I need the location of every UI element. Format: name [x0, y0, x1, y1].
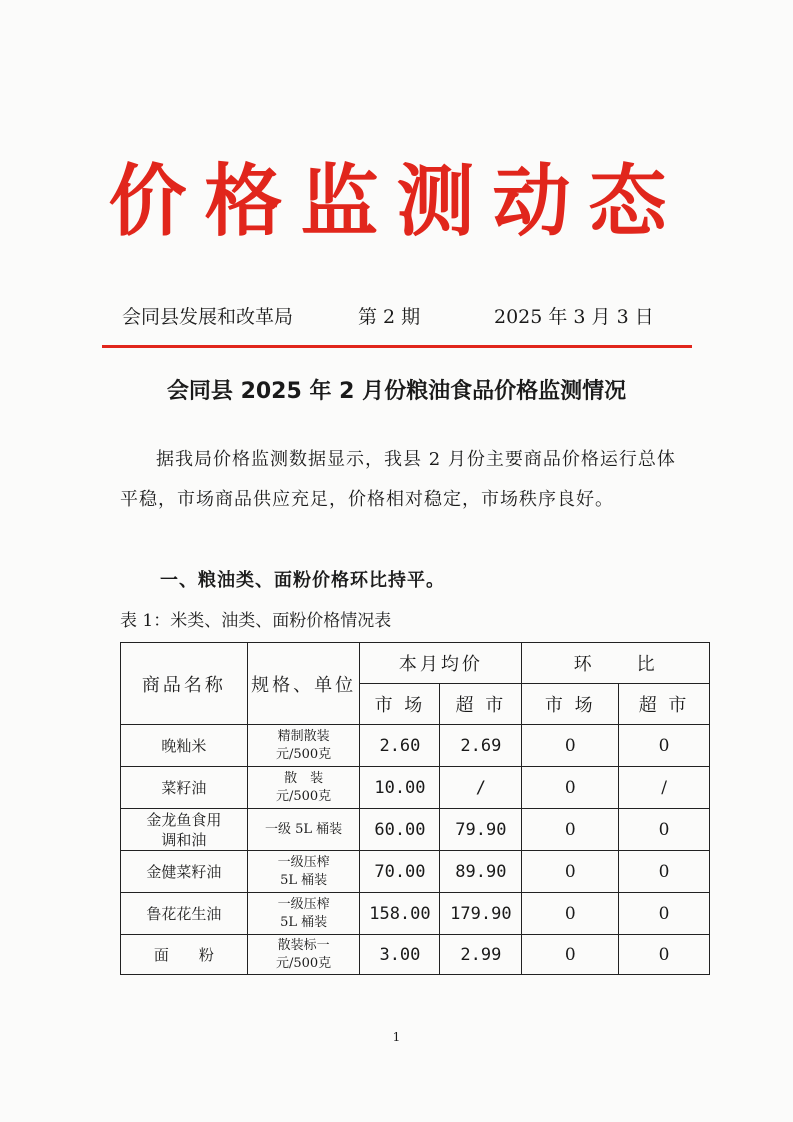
header-avg-supermarket: 超 市	[440, 684, 522, 725]
product-spec: 一级 5L 桶装	[247, 809, 360, 851]
product-spec: 一级压榨 5L 桶装	[247, 851, 360, 893]
avg-price-supermarket: /	[440, 767, 522, 809]
mom-supermarket: 0	[619, 935, 710, 975]
masthead-title: 价格监测动态	[108, 156, 685, 247]
mom-market: 0	[522, 893, 619, 935]
table-caption: 表 1：米类、油类、面粉价格情况表	[120, 611, 392, 631]
header-name: 商品名称	[121, 643, 248, 725]
product-spec: 散装标一 元/500克	[247, 935, 360, 975]
header-avg-market: 市 场	[360, 684, 440, 725]
issue-line	[0, 302, 793, 332]
table-row	[121, 767, 710, 809]
mom-supermarket: /	[619, 767, 710, 809]
header-mom: 环 比	[522, 643, 710, 684]
avg-price-supermarket: 2.99	[440, 935, 522, 975]
product-name: 菜籽油	[121, 767, 248, 809]
avg-price-market: 70.00	[360, 851, 440, 893]
product-name: 面 粉	[121, 935, 248, 975]
table-row	[121, 725, 710, 767]
avg-price-market: 10.00	[360, 767, 440, 809]
issue-number: 第 2 期	[358, 306, 421, 328]
table-row	[121, 809, 710, 851]
avg-price-supermarket: 179.90	[440, 893, 522, 935]
product-name: 鲁花花生油	[121, 893, 248, 935]
mom-supermarket: 0	[619, 725, 710, 767]
avg-price-market: 2.60	[360, 725, 440, 767]
red-divider	[102, 345, 692, 348]
avg-price-market: 60.00	[360, 809, 440, 851]
product-name: 晚籼米	[121, 725, 248, 767]
issue-date: 2025 年 3 月 3 日	[494, 306, 654, 328]
header-mom-market: 市 场	[522, 684, 619, 725]
header-avg-price: 本月均价	[360, 643, 522, 684]
table-row	[121, 851, 710, 893]
avg-price-market: 3.00	[360, 935, 440, 975]
avg-price-supermarket: 79.90	[440, 809, 522, 851]
mom-market: 0	[522, 851, 619, 893]
document-title: 会同县 2025 年 2 月份粮油食品价格监测情况	[166, 379, 627, 404]
avg-price-market: 158.00	[360, 893, 440, 935]
mom-market: 0	[522, 767, 619, 809]
section-heading: 一、粮油类、面粉价格环比持平。	[160, 570, 445, 591]
product-spec: 散 装 元/500克	[247, 767, 360, 809]
price-table-body	[121, 725, 710, 975]
page-number: 1	[392, 1030, 401, 1044]
price-table	[120, 642, 710, 975]
mom-supermarket: 0	[619, 851, 710, 893]
product-spec: 精制散装 元/500克	[247, 725, 360, 767]
mom-supermarket: 0	[619, 809, 710, 851]
header-spec: 规格、单位	[247, 643, 360, 725]
table-row	[121, 893, 710, 935]
avg-price-supermarket: 2.69	[440, 725, 522, 767]
product-spec: 一级压榨 5L 桶装	[247, 893, 360, 935]
table-row	[121, 935, 710, 975]
mom-supermarket: 0	[619, 893, 710, 935]
mom-market: 0	[522, 935, 619, 975]
issuer: 会同县发展和改革局	[122, 306, 294, 328]
product-name: 金健菜籽油	[121, 851, 248, 893]
intro-paragraph: 据我局价格监测数据显示，我县 2 月份主要商品价格运行总体平稳，市场商品供应充足，价格相对稳定，市场秩序良好。	[120, 449, 676, 510]
header-mom-supermarket: 超 市	[619, 684, 710, 725]
mom-market: 0	[522, 809, 619, 851]
mom-market: 0	[522, 725, 619, 767]
product-name: 金龙鱼食用 调和油	[121, 809, 248, 851]
avg-price-supermarket: 89.90	[440, 851, 522, 893]
